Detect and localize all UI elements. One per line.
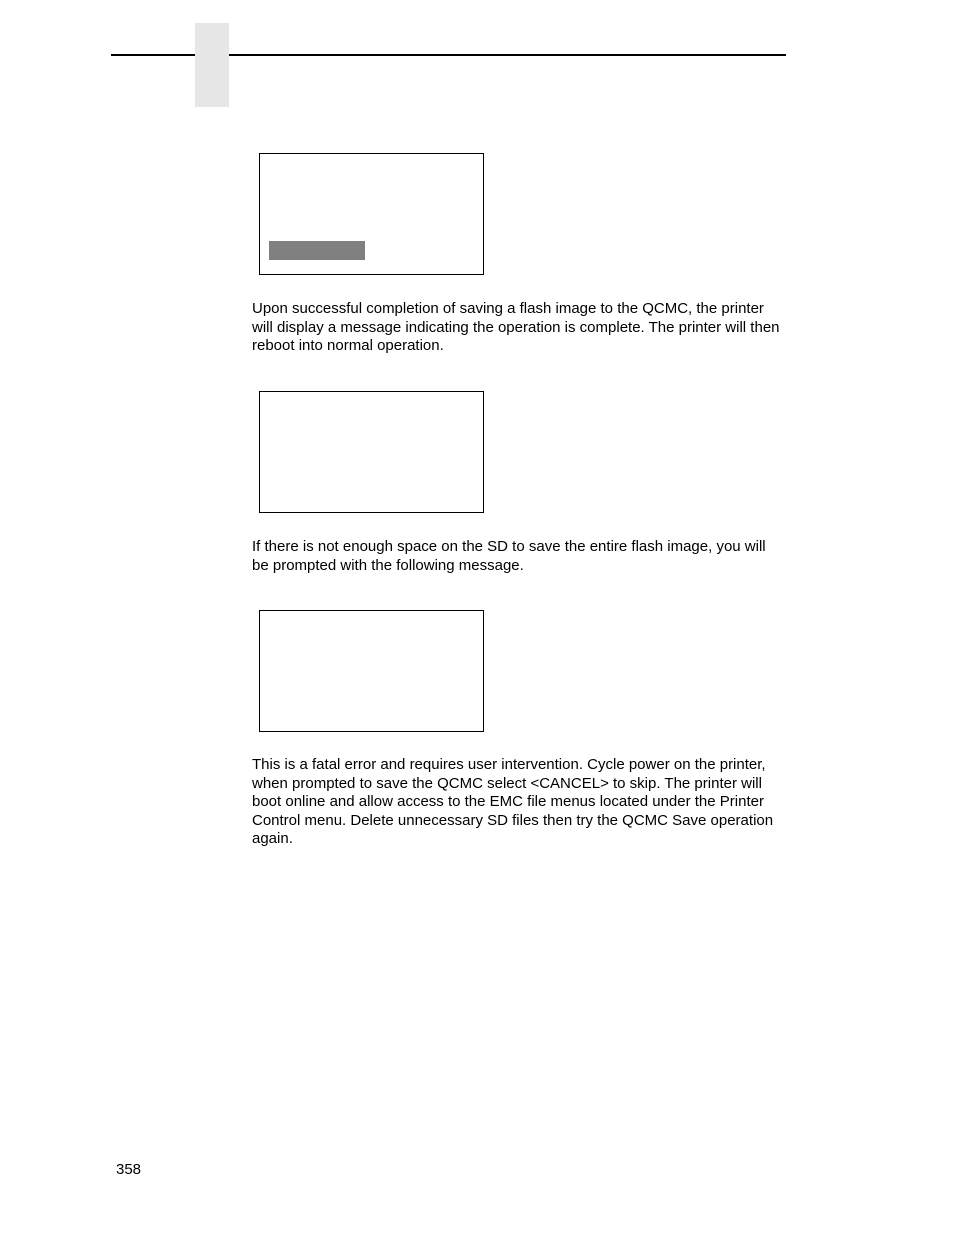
lcd-display-complete [259, 391, 484, 513]
chapter-tab [195, 23, 229, 107]
fatal-error-paragraph: This is a fatal error and requires user intervention. Cycle power on the printer, when prompted to save the QCMC select <CANCEL> to skip. The printer will boot online and allow access to the EMC file menus located under the Printer Control menu. Delete unnecessary SD files then try the QCMC Save operation again. [252, 756, 774, 848]
not-enough-space-paragraph: If there is not enough space on the SD to save the entire flash image, you will be prompted with the following message. [252, 538, 766, 574]
page-number: 358 [116, 1161, 142, 1178]
lcd-display-insufficient-space [259, 610, 484, 732]
lcd-display-saving [259, 153, 484, 275]
save-progress-bar [269, 241, 417, 260]
completion-paragraph: Upon successful completion of saving a flash image to the QCMC, the printer will display a message indicating the operation is complete. The printer will then reboot into normal operation. [252, 300, 780, 355]
save-progress-fill [269, 241, 365, 260]
